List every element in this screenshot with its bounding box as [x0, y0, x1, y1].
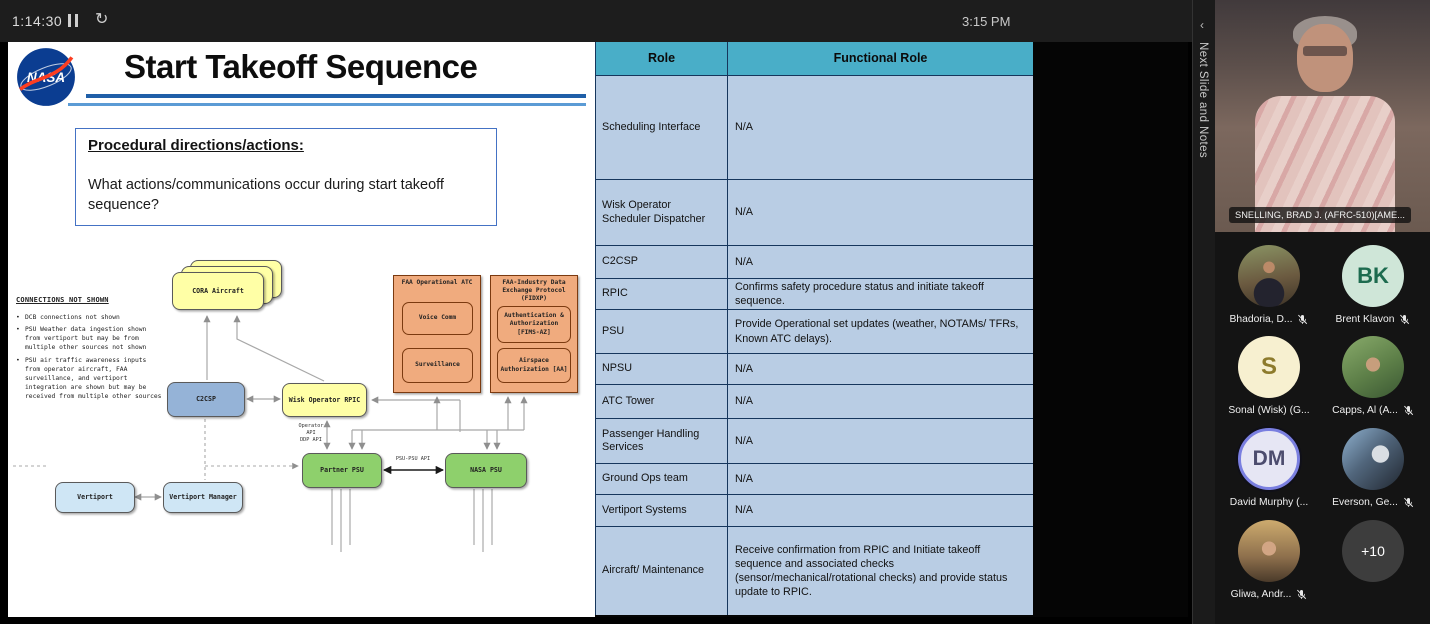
participant-tile[interactable]: Bhadoria, D... — [1219, 245, 1319, 325]
active-speaker-video[interactable] — [1215, 0, 1430, 232]
title-rule-top — [86, 94, 586, 98]
diagram-box-voice-comm: Voice Comm — [402, 302, 473, 335]
restart-timer-icon[interactable]: ↻ — [95, 11, 109, 28]
participant-tile[interactable]: BK Brent Klavon — [1323, 245, 1423, 325]
participant-tile[interactable]: S Sonal (Wisk) (G... — [1219, 336, 1319, 416]
participant-tile[interactable]: Everson, Ge... — [1323, 428, 1423, 508]
meeting-top-bar — [0, 0, 1192, 42]
nasa-logo-icon — [15, 46, 77, 108]
avatar — [1342, 428, 1404, 490]
fidxp-title: FAA-Industry Data Exchange Protocol (FIDXP) — [502, 279, 566, 302]
diagram-box-partner-psu: Partner PSU — [302, 453, 382, 488]
avatar-initials: BK — [1342, 245, 1404, 307]
connections-bullet: • PSU air traffic awareness inputs from operator aircraft, FAA surveillance, and vertiport integration are shown but may be received from multiple other sources — [16, 356, 164, 402]
connections-bullet: • DCB connections not shown — [16, 313, 164, 322]
mic-muted-icon — [1403, 497, 1414, 508]
slide-title: Start Takeoff Sequence — [124, 48, 478, 85]
next-slide-panel-strip[interactable] — [1192, 0, 1215, 624]
diagram-box-vertiport: Vertiport — [55, 482, 135, 513]
connections-heading: CONNECTIONS NOT SHOWN — [16, 296, 109, 304]
next-slide-and-notes-label: Next Slide and Notes — [1197, 42, 1209, 159]
connections-note — [16, 296, 164, 404]
speaker-glasses — [1303, 46, 1347, 56]
diagram-box-wisk-operator-rpic: Wisk Operator RPIC — [282, 383, 367, 417]
participant-tile[interactable]: Capps, Al (A... — [1323, 336, 1423, 416]
avatar-initials: DM — [1238, 428, 1300, 490]
speaker-name-tag: SNELLING, BRAD J. (AFRC-510)[AME... — [1229, 207, 1411, 223]
mic-muted-icon — [1403, 405, 1414, 416]
diagram-box-c2csp: C2CSP — [167, 382, 245, 417]
diagram-box-authentication-authorization: Authentication & Authorization [FIMS-AZ] — [497, 306, 571, 343]
faa-atc-title: FAA Operational ATC — [401, 279, 473, 286]
avatar-initials: S — [1238, 336, 1300, 398]
operator-api-label: Operator API DDP API — [298, 423, 324, 444]
participant-overflow-tile[interactable] — [1323, 520, 1423, 582]
table-header-functional-role: Functional Role — [833, 51, 928, 66]
clock-time: 3:15 PM — [962, 14, 1011, 29]
shared-screen-stage — [8, 42, 1188, 617]
table-row: PSU Provide Operational set updates (weather, NOTAMs/ TFRs, Known ATC delays). — [596, 310, 1033, 354]
table-header-role: Role — [596, 42, 728, 75]
elapsed-timer: 1:14:30 — [12, 13, 63, 29]
mic-muted-icon — [1296, 589, 1307, 600]
avatar — [1238, 520, 1300, 582]
table-row: ATC Tower N/A — [596, 385, 1033, 419]
avatar — [1238, 245, 1300, 307]
svg-text:NASA: NASA — [26, 70, 66, 86]
table-row: Wisk Operator Scheduler Dispatcher N/A — [596, 180, 1033, 246]
table-row: Aircraft/ Maintenance Receive confirmation from RPIC and Initiate takeoff sequence and associated checks (sensor/mechanical/rotational checks) and provide status update to RPIC. — [596, 527, 1033, 615]
speaker-face — [1297, 24, 1353, 92]
presentation-slide — [8, 42, 595, 617]
mic-muted-icon — [1297, 314, 1308, 325]
procedural-directions-box — [75, 128, 497, 226]
mic-muted-icon — [1399, 314, 1410, 325]
connections-bullet: • PSU Weather data ingestion shown from vertiport but may be from multiple other sources not shown — [16, 325, 164, 352]
diagram-box-vertiport-manager: Vertiport Manager — [163, 482, 243, 513]
procedural-heading: Procedural directions/actions: — [88, 137, 304, 154]
diagram-box-surveillance: Surveillance — [402, 348, 473, 383]
title-rule-bottom — [68, 103, 586, 106]
table-header-row — [596, 42, 1033, 76]
table-row: RPIC Confirms safety procedure status and initiate takeoff sequence. — [596, 279, 1033, 310]
participant-tile[interactable]: Gliwa, Andr... — [1219, 520, 1319, 600]
collapse-chevron-icon[interactable]: ‹ — [1200, 18, 1204, 32]
table-row: C2CSP N/A — [596, 246, 1033, 279]
psu-psu-api-label: PSU-PSU API — [395, 456, 431, 462]
table-row: Passenger Handling Services N/A — [596, 419, 1033, 464]
diagram-box-cora-aircraft: CORA Aircraft — [172, 272, 264, 310]
participant-grid — [1215, 232, 1430, 624]
diagram-box-airspace-authorization: Airspace Authorization [AA] — [497, 348, 571, 383]
roles-table — [595, 42, 1033, 615]
procedural-question: What actions/communications occur during start takeoff sequence? — [88, 177, 444, 213]
table-row: Ground Ops team N/A — [596, 464, 1033, 495]
table-row: Scheduling Interface N/A — [596, 76, 1033, 180]
pause-timer-icon[interactable] — [68, 14, 82, 27]
table-row: NPSU N/A — [596, 354, 1033, 385]
overflow-count[interactable]: +10 — [1342, 520, 1404, 582]
diagram-box-nasa-psu: NASA PSU — [445, 453, 527, 488]
avatar — [1342, 336, 1404, 398]
participant-tile[interactable]: DM David Murphy (... — [1219, 428, 1319, 508]
table-row: Vertiport Systems N/A — [596, 495, 1033, 527]
video-column — [1215, 0, 1430, 624]
